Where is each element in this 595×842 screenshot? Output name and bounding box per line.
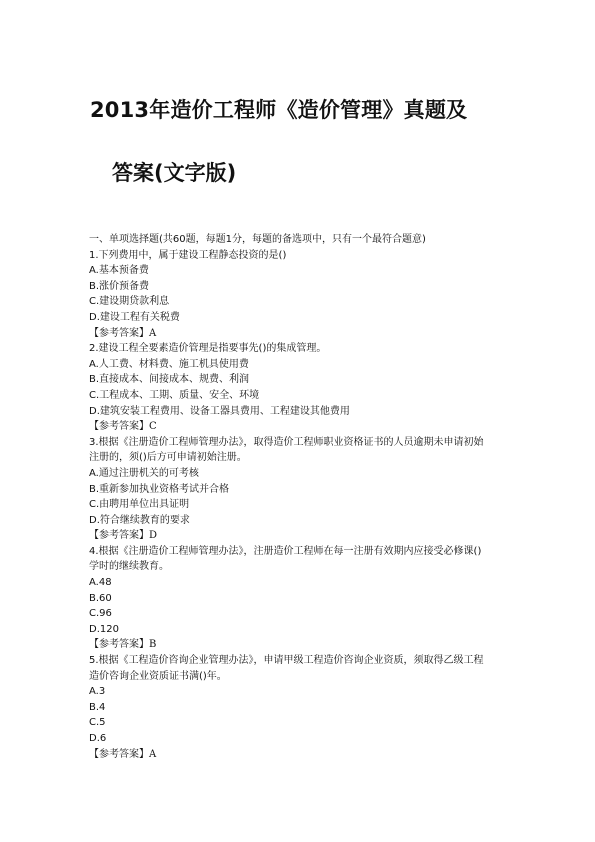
question-stem: 2.建设工程全要素造价管理是指要事先()的集成管理。 xyxy=(89,343,327,355)
option-c: C.5 xyxy=(89,717,106,729)
document-title-line-1: 2013年造价工程师《造价管理》真题及 xyxy=(90,98,468,122)
document-body xyxy=(89,232,519,762)
option-a: A.3 xyxy=(89,686,106,698)
option-c: C.建设期贷款利息 xyxy=(89,296,170,308)
reference-answer: 【参考答案】B xyxy=(89,639,157,651)
question-block xyxy=(89,248,519,342)
option-a: A.人工费、材料费、施工机具使用费 xyxy=(89,358,249,370)
option-b: B.60 xyxy=(89,592,112,604)
reference-answer: 【参考答案】C xyxy=(89,421,157,433)
question-stem: 5.根据《工程造价咨询企业管理办法》，申请甲级工程造价咨询企业资质，须取得乙级工程 xyxy=(89,655,484,667)
option-b: B.直接成本、间接成本、规费、利润 xyxy=(89,374,250,386)
section-heading: 一、单项选择题(共60题，每题1分，每题的备选项中，只有一个最符合题意) xyxy=(89,234,426,245)
reference-answer: 【参考答案】A xyxy=(89,748,157,760)
question-stem: 1.下列费用中，属于建设工程静态投资的是() xyxy=(89,249,287,261)
option-b: B.4 xyxy=(89,701,106,713)
option-d: D.建筑安装工程费用、设备工器具费用、工程建设其他费用 xyxy=(89,405,350,417)
option-a: A.通过注册机关的可考核 xyxy=(89,467,199,479)
option-d: D.120 xyxy=(89,623,119,635)
reference-answer: 【参考答案】A xyxy=(89,327,157,339)
option-d: D.建设工程有关税费 xyxy=(89,311,180,323)
question-block xyxy=(89,653,519,762)
option-c: C.工程成本、工期、质量、安全、环境 xyxy=(89,389,260,401)
option-b: B.重新参加执业资格考试并合格 xyxy=(89,483,230,495)
option-c: C.96 xyxy=(89,608,112,620)
option-c: C.由聘用单位出具证明 xyxy=(89,499,190,511)
question-stem-continued: 造价咨询企业资质证书满()年。 xyxy=(89,670,227,682)
document-title-line-2: 答案(文字版) xyxy=(112,161,237,185)
question-stem-continued: 注册的，须()后方可申请初始注册。 xyxy=(89,452,247,464)
option-d: D.符合继续教育的要求 xyxy=(89,514,190,526)
question-block xyxy=(89,435,519,544)
question-block xyxy=(89,544,519,653)
question-stem-continued: 学时的继续教育。 xyxy=(89,561,169,573)
question-block xyxy=(89,341,519,435)
option-a: A.48 xyxy=(89,577,112,589)
question-stem: 4.根据《注册造价工程师管理办法》，注册造价工程师在每一注册有效期内应接受必修课() xyxy=(89,545,482,557)
reference-answer: 【参考答案】D xyxy=(89,530,158,542)
option-a: A.基本预备费 xyxy=(89,265,149,277)
question-stem: 3.根据《注册造价工程师管理办法》，取得造价工程师职业资格证书的人员逾期未申请初始 xyxy=(89,436,484,448)
option-d: D.6 xyxy=(89,733,107,744)
option-b: B.涨价预备费 xyxy=(89,280,150,292)
